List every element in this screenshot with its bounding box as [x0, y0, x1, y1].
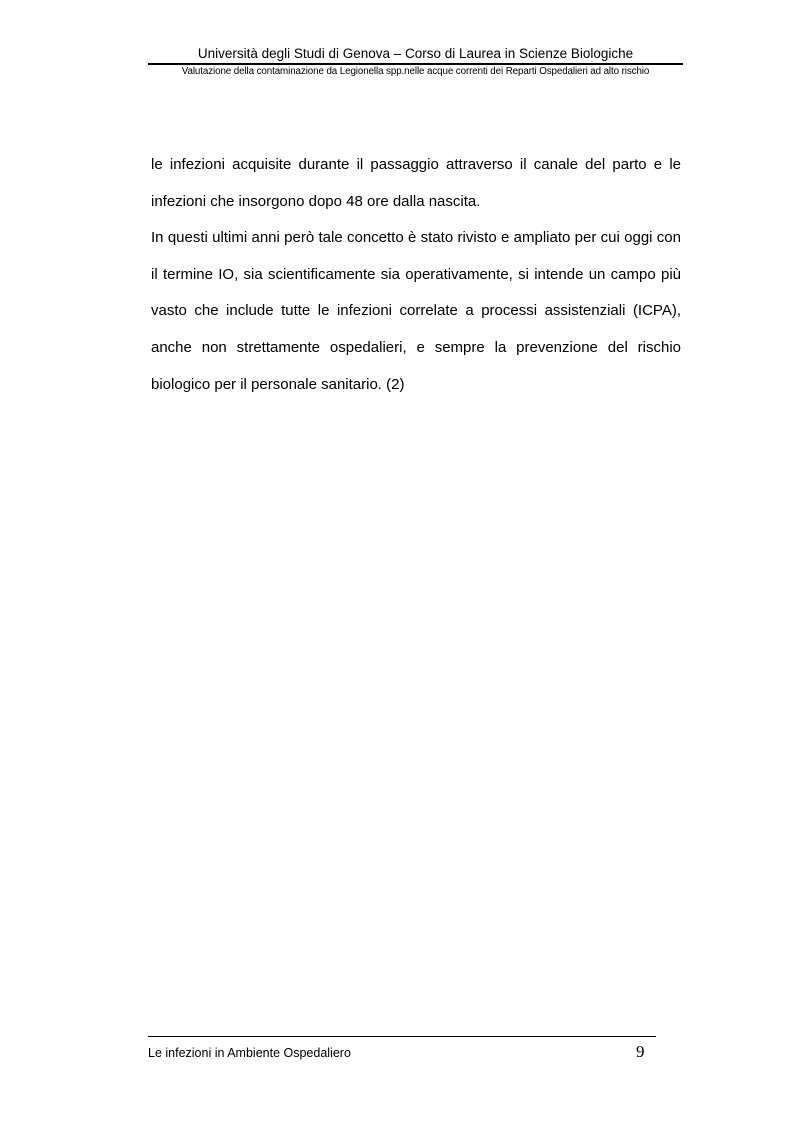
paragraph: In questi ultimi anni però tale concetto è stato rivisto e ampliato per cui oggi con il termine IO, sia scientificamente sia operativamente, si intende un campo più vasto che include tutte le infezioni correlate a processi assistenziali (ICPA), anche non strettamente ospedalieri, e sempre la prevenzione del rischio biologico per il personale sanitario. (2) [151, 229, 681, 393]
footer-rule [148, 1036, 656, 1037]
header-subtitle: Valutazione della contaminazione da Legionella spp.nelle acque correnti dei Reparti Ospedalieri ad alto rischio [148, 63, 683, 78]
footer-chapter-title: Le infezioni in Ambiente Ospedaliero [148, 1046, 351, 1060]
body-text [151, 147, 681, 403]
page-header [148, 46, 683, 78]
header-title: Università degli Studi di Genova – Corso di Laurea in Scienze Biologiche [197, 46, 634, 61]
page-number: 9 [636, 1042, 645, 1061]
paragraph: le infezioni acquisite durante il passaggio attraverso il canale del parto e le infezioni che insorgono dopo 48 ore dalla nascita. [151, 156, 681, 210]
